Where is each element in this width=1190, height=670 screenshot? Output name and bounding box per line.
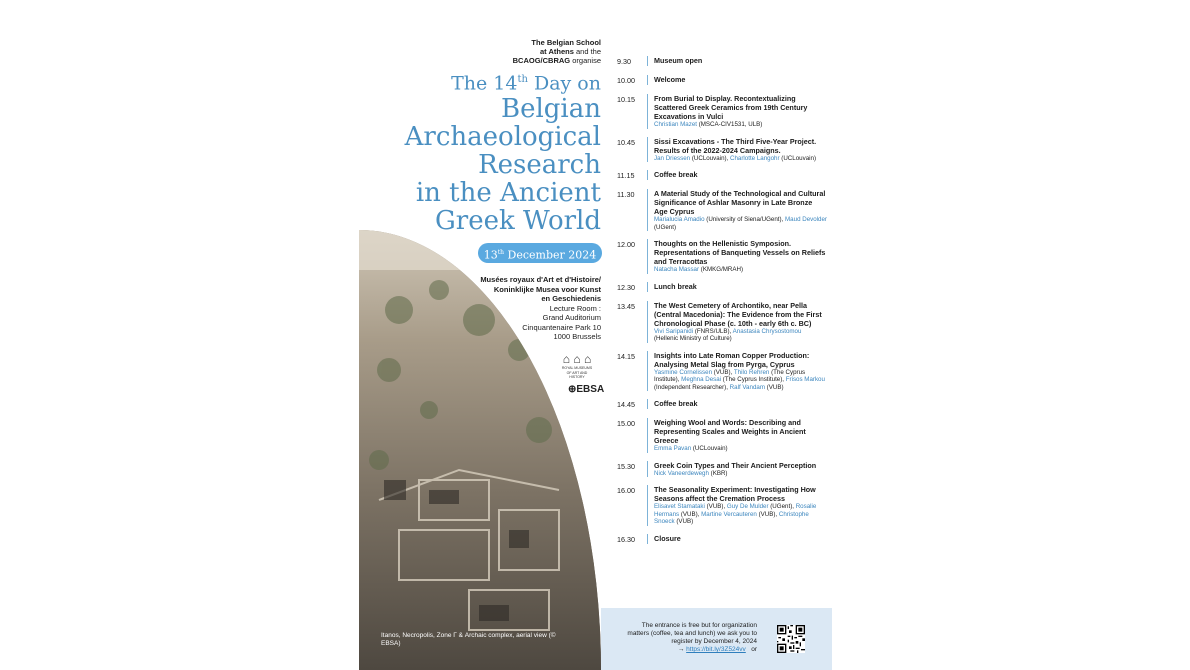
program-time: 15.30 xyxy=(617,461,635,471)
program-time: 16.00 xyxy=(617,486,635,495)
program-divider xyxy=(647,534,648,544)
speaker-name: Christophe Snoeck xyxy=(654,510,809,525)
program-content xyxy=(654,239,827,274)
program-content xyxy=(654,282,827,291)
program-time: 16.30 xyxy=(617,534,635,544)
program-item xyxy=(617,301,827,343)
registration-text xyxy=(617,622,757,654)
organiser-line3b: organise xyxy=(570,56,601,65)
speaker-name: Elisavet Stamataki xyxy=(654,503,705,510)
program-time: 11.30 xyxy=(617,190,635,199)
speaker-affiliation: (MSCA-CIV1531, ULB) xyxy=(696,121,763,128)
arrow-icon: → xyxy=(677,646,685,653)
speaker-affiliation: (UCLouvain), xyxy=(690,154,731,162)
speaker-affiliation: (The Cyprus Institute), xyxy=(721,376,786,383)
speaker-affiliation: (VUB) xyxy=(674,518,694,525)
program-title: Thoughts on the Hellenistic Symposion. Representations of Banqueting Vessels on Reliefs and Terracottas xyxy=(654,239,826,266)
program-item xyxy=(617,56,827,66)
program-content xyxy=(654,75,827,84)
program-divider xyxy=(647,351,648,392)
title-line: Greek World xyxy=(435,206,601,237)
program-content xyxy=(654,485,827,526)
event-date xyxy=(478,243,602,263)
program-item xyxy=(617,94,827,129)
program-time: 12.30 xyxy=(617,282,635,292)
poster xyxy=(359,0,832,670)
program-title: The Seasonality Experiment: Investigating How Seasons affect the Cremation Process xyxy=(654,485,816,503)
program-divider xyxy=(647,418,648,453)
registration-line: The entrance is free but for organization xyxy=(641,622,757,629)
program-title: Lunch break xyxy=(654,281,697,291)
program-content xyxy=(654,189,827,231)
program-divider xyxy=(647,94,648,129)
speaker-affiliation: (UCLouvain) xyxy=(779,154,817,162)
program-title: The West Cemetery of Archontiko, near Pella (Central Macedonia): The Evidence from the First Chronological Phase (c. 10th - early 6th c. BC) xyxy=(654,300,822,328)
program-speakers xyxy=(654,445,827,453)
program-divider xyxy=(647,461,648,478)
event-title xyxy=(361,68,601,235)
program-item xyxy=(617,399,827,409)
speaker-name: Guy De Mulder xyxy=(726,503,769,510)
speaker-name: Ralf Vandam xyxy=(729,383,765,391)
speaker-affiliation: (KBR) xyxy=(708,469,728,477)
program-title: From Burial to Display. Recontextualizing Scattered Greek Ceramics from 19th Century Excavations in Vulci xyxy=(654,94,808,121)
program-speakers xyxy=(654,328,827,343)
speaker-affiliation: (UGent), xyxy=(768,503,796,510)
title-line: Archaeological xyxy=(404,122,601,153)
program-item xyxy=(617,485,827,526)
program-divider xyxy=(647,485,648,526)
program-title: Coffee break xyxy=(654,399,698,408)
program-item xyxy=(617,351,827,392)
program-speakers xyxy=(654,503,827,526)
program-content xyxy=(654,461,827,478)
speaker-name: Nick Vaneerdewegh xyxy=(654,469,709,477)
program-title: Insights into Late Roman Copper Production: Analysing Metal Slag from Pyrga, Cyprus xyxy=(654,350,810,369)
program-item xyxy=(617,239,827,274)
program-time: 13.45 xyxy=(617,301,635,311)
program-time: 11.15 xyxy=(617,171,635,180)
program-title: Museum open xyxy=(654,56,703,65)
program-item xyxy=(617,418,827,453)
speaker-name: Marialucia Amadio xyxy=(654,216,705,223)
program-time: 10.45 xyxy=(617,137,635,147)
ebsa-logo-text: EBSA xyxy=(576,384,605,395)
program-content xyxy=(654,301,827,343)
speaker-affiliation: (UGent) xyxy=(654,223,677,231)
speaker-name: Jan Driessen xyxy=(654,154,691,162)
speaker-name: Anastasia Chrysostomou xyxy=(732,327,802,335)
speaker-affiliation: (VUB), xyxy=(679,510,702,518)
program-title: Closure xyxy=(654,533,681,543)
program-title: Sissi Excavations - The Third Five-Year Project. Results of the 2022-2024 Campaigns. xyxy=(654,136,817,155)
title-line: in the Ancient xyxy=(415,178,601,209)
program-time: 10.15 xyxy=(617,95,635,104)
speaker-name: Yasmine Cornelissen xyxy=(654,368,713,376)
speaker-name: Charlotte Langohr xyxy=(730,154,780,162)
program-speakers xyxy=(654,369,827,392)
program-divider xyxy=(647,56,648,66)
speaker-name: Emma Pavan xyxy=(654,445,692,452)
venue-line: Musées royaux d'Art et d'Histoire/ xyxy=(480,275,601,284)
registration-box xyxy=(601,608,832,670)
ebsa-logo xyxy=(568,384,604,395)
speaker-name: Frisos Markou xyxy=(785,376,825,383)
speaker-name: Natacha Massar xyxy=(654,266,700,273)
speaker-affiliation: (Hellenic Ministry of Culture) xyxy=(654,335,732,342)
speaker-affiliation: (VUB), xyxy=(704,503,727,510)
organiser-line3a: BCAOG/CBRAG xyxy=(512,56,571,65)
speaker-name: Meghna Desai xyxy=(681,376,722,383)
museum-logo xyxy=(559,352,595,380)
program-item xyxy=(617,137,827,163)
speaker-name: Christian Mazet xyxy=(654,121,697,128)
program-content xyxy=(654,534,827,543)
program-divider xyxy=(647,189,648,231)
program-content xyxy=(654,418,827,453)
program-list xyxy=(617,56,827,553)
venue-line: Grand Auditorium xyxy=(542,313,601,322)
photo-caption: Itanos, Necropolis, Zone Γ & Archaic complex, aerial view (© EBSA) xyxy=(381,632,556,647)
speaker-affiliation: (The Cyprus Institute), xyxy=(654,368,806,383)
program-time: 12.00 xyxy=(617,240,635,249)
speaker-name: Vivi Saripanidi xyxy=(654,327,694,335)
program-speakers xyxy=(654,266,827,274)
program-title: Greek Coin Types and Their Ancient Perception xyxy=(654,460,817,470)
program-divider xyxy=(647,75,648,85)
organiser-text xyxy=(451,38,601,65)
program-time: 14.15 xyxy=(617,351,635,361)
title-line-day xyxy=(361,68,601,95)
venue-line: Lecture Room : xyxy=(549,303,601,313)
program-content xyxy=(654,137,827,163)
registration-link[interactable]: https://bit.ly/3Z524vv xyxy=(686,646,746,653)
program-divider xyxy=(647,399,648,409)
title-line: Belgian xyxy=(500,94,601,125)
program-content xyxy=(654,94,827,129)
program-divider xyxy=(647,137,648,163)
organiser-line1: The Belgian School xyxy=(531,38,601,47)
program-item xyxy=(617,461,827,478)
registration-line: matters (coffee, tea and lunch) we ask you to xyxy=(627,630,757,637)
title-sup: th xyxy=(517,74,528,85)
speaker-affiliation: (Independent Researcher), xyxy=(654,383,730,391)
speaker-affiliation: (VUB) xyxy=(764,383,784,391)
speaker-affiliation: (University of Siena/UGent), xyxy=(704,216,786,223)
organiser-line2a: at Athens xyxy=(539,47,574,56)
program-divider xyxy=(647,239,648,274)
program-time: 10.00 xyxy=(617,76,635,85)
program-time: 15.00 xyxy=(617,419,635,428)
program-title: Coffee break xyxy=(654,170,698,179)
program-content xyxy=(654,399,827,408)
venue-line: Koninklijke Musea voor Kunst xyxy=(493,284,601,294)
program-item xyxy=(617,282,827,292)
program-item xyxy=(617,170,827,180)
program-title: A Material Study of the Technological and Cultural Significance of Ashlar Masonry in Late Bronze Age Cyprus xyxy=(654,189,826,216)
program-content xyxy=(654,56,827,65)
program-speakers xyxy=(654,470,827,478)
speaker-name: Thilo Rehren xyxy=(733,368,770,376)
date-sup: th xyxy=(497,249,505,256)
program-item xyxy=(617,75,827,85)
title-line: Research xyxy=(478,150,601,181)
speaker-affiliation: (FNRS/ULB), xyxy=(693,327,733,335)
registration-or: or xyxy=(751,646,757,653)
program-time: 14.45 xyxy=(617,400,635,409)
program-time: 9.30 xyxy=(617,57,631,66)
program-title: Weighing Wool and Words: Describing and Representing Scales and Weights in Ancient Greece xyxy=(654,418,806,445)
program-item xyxy=(617,534,827,544)
title-prefix: The 14 xyxy=(451,72,518,95)
venue-line: en Geschiedenis xyxy=(541,294,601,303)
program-divider xyxy=(647,170,648,180)
qr-code-icon[interactable] xyxy=(777,625,805,653)
program-title: Welcome xyxy=(654,75,686,84)
ebsa-icon: ⊕ xyxy=(568,384,577,395)
program-speakers xyxy=(654,121,827,129)
title-suffix: Day on xyxy=(527,72,601,95)
program-content xyxy=(654,351,827,392)
date-rest: December 2024 xyxy=(504,248,597,262)
venue-line: Cinquantenaire Park 10 xyxy=(522,322,601,332)
speaker-affiliation: (UCLouvain) xyxy=(691,445,728,452)
speaker-name: Martine Vercauteren xyxy=(701,510,757,518)
museum-logo-text: ROYAL MUSEUMS OF ART AND HISTORY xyxy=(561,366,593,379)
museum-building-icon: ⌂ ⌂ ⌂ xyxy=(562,352,592,366)
venue-line: 1000 Brussels xyxy=(553,332,601,341)
speaker-affiliation: (VUB), xyxy=(756,510,779,518)
speaker-affiliation: (VUB), xyxy=(712,368,734,376)
date-day: 13 xyxy=(483,248,498,262)
speaker-affiliation: (KMKG/MRAH) xyxy=(699,266,744,273)
program-divider xyxy=(647,301,648,343)
organiser-line2b: and the xyxy=(573,47,601,56)
program-content xyxy=(654,170,827,179)
speaker-name: Maud Devolder xyxy=(785,216,827,223)
registration-line: register by December 4, 2024 xyxy=(671,638,757,645)
program-speakers xyxy=(654,155,827,163)
program-divider xyxy=(647,282,648,292)
program-speakers xyxy=(654,216,827,231)
venue xyxy=(471,275,601,342)
speaker-name: Rosalie Hermans xyxy=(654,503,817,518)
program-item xyxy=(617,189,827,231)
